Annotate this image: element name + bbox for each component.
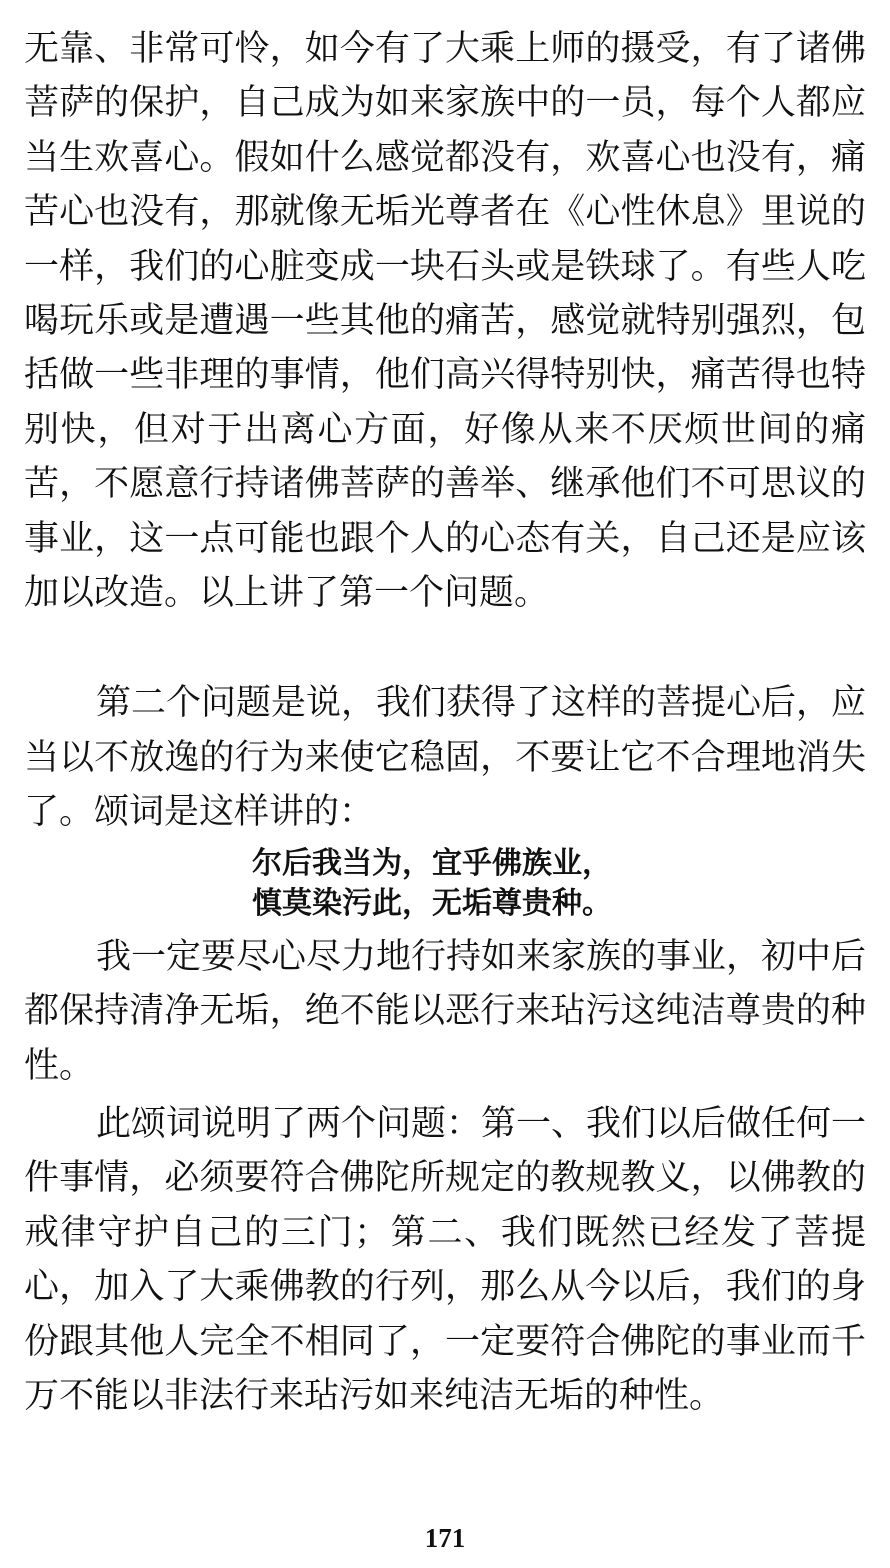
verse-line-2: 慎莫染污此，无垢尊贵种。 <box>252 885 612 921</box>
page-body <box>24 22 866 1423</box>
verse-block <box>24 844 866 924</box>
paragraph-gap <box>24 620 866 676</box>
paragraph-two-points: 此颂词说明了两个问题：第一、我们以后做任何一件事情，必须要符合佛陀所规定的教规教义，以佛教的戒律守护自己的三门；第二、我们既然已经发了菩提心，加入了大乘佛教的行列，那么从今以后，我们的身份跟其他人完全不相同了，一定要符合佛陀的事业而千万不能以非法行来玷污如来纯洁无垢的种性。 <box>24 1103 867 1416</box>
verse-line-1: 尔后我当为，宜乎佛族业， <box>252 845 612 881</box>
page-number: 171 <box>424 1523 466 1553</box>
paragraph-second-question: 第二个问题是说，我们获得了这样的菩提心后，应当以不放逸的行为来使它稳固，不要让它不合理地消失了。颂词是这样讲的： <box>24 683 867 833</box>
paragraph-verse-explanation: 我一定要尽心尽力地行持如来家族的事业，初中后都保持清净无垢，绝不能以恶行来玷污这纯洁尊贵的种性。 <box>24 936 867 1086</box>
paragraph-continuation: 无靠、非常可怜，如今有了大乘上师的摄受，有了诸佛菩萨的保护，自己成为如来家族中的一员，每个人都应当生欢喜心。假如什么感觉都没有，欢喜心也没有，痛苦心也没有，那就像无垢光尊者在《心性休息》里说的一样，我们的心脏变成一块石头或是铁球了。有些人吃喝玩乐或是遭遇一些其他的痛苦，感觉就特别强烈，包括做一些非理的事情，他们高兴得特别快，痛苦得也特别快，但对于出离心方面，好像从来不厌烦世间的痛苦，不愿意行持诸佛菩萨的善举、继承他们不可思议的事业，这一点可能也跟个人的心态有关，自己还是应该加以改造。以上讲了第一个问题。 <box>24 29 866 614</box>
